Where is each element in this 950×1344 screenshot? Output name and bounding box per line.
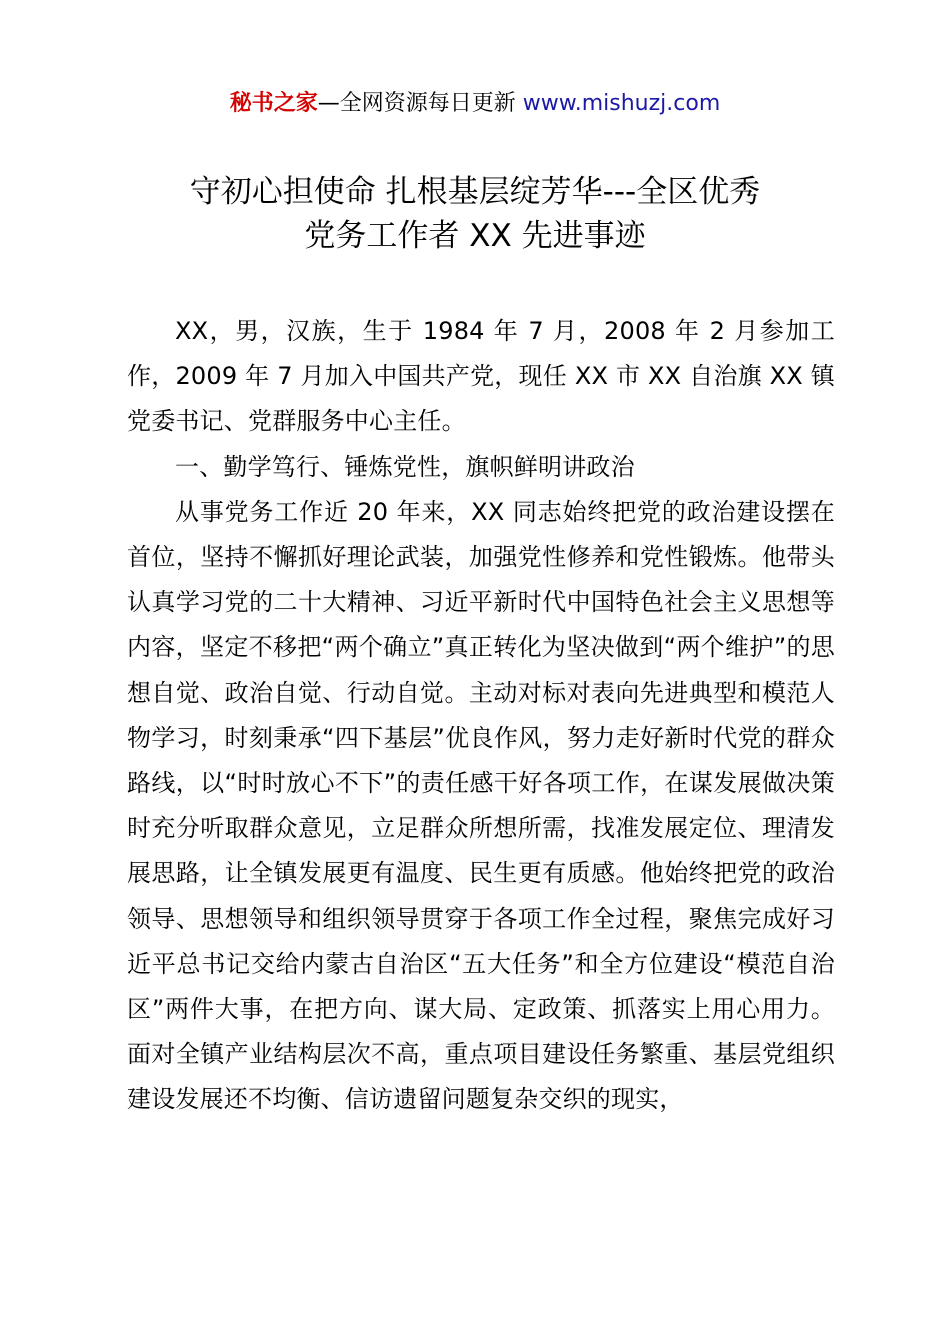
site-url-link[interactable]: www.mishuzj.com — [522, 91, 721, 116]
site-header — [0, 88, 950, 120]
document-title — [100, 170, 850, 258]
title-line-1: 守初心担使命 扎根基层绽芳华---全区优秀 — [189, 174, 761, 210]
section-heading: 一、勤学笃行、锤炼党性，旗帜鲜明讲政治 — [175, 452, 635, 481]
title-line-2: 党务工作者 XX 先进事迹 — [304, 218, 646, 254]
site-slogan: —全网资源每日更新 — [317, 91, 523, 116]
document-body — [127, 309, 835, 1123]
intro-paragraph: XX，男，汉族，生于 1984 年 7 月，2008 年 2 月参加工作，2009 年 7 月加入中国共产党，现任 XX 市 XX 自治旗 XX 镇党委书记、党群服务中心主任。 — [127, 317, 835, 436]
site-brand: 秘书之家 — [229, 91, 318, 116]
body-paragraph: 从事党务工作近 20 年来，XX 同志始终把党的政治建设摆在首位，坚持不懈抓好理论武装，加强党性修养和党性锻炼。他带头认真学习党的二十大精神、习近平新时代中国特色社会主义思想等内容，坚定不移把“两个确立”真正转化为坚决做到“两个维护”的思想自觉、政治自觉、行动自觉。主动对标对表向先进典型和模范人物学习，时刻秉承“四下基层”优良作风，努力走好新时代党的群众路线，以“时时放心不下”的责任感干好各项工作，在谋发展做决策时充分听取群众意见，立足群众所想所需，找准发展定位、理清发展思路，让全镇发展更有温度、民生更有质感。他始终把党的政治领导、思想领导和组织领导贯穿于各项工作全过程，聚焦完成好习近平总书记交给内蒙古自治区“五大任务”和全方位建设“模范自治区”两件大事，在把方向、谋大局、定政策、抓落实上用心用力。面对全镇产业结构层次不高，重点项目建设任务繁重、基层党组织建设发展还不均衡、信访遗留问题复杂交织的现实， — [127, 497, 835, 1114]
